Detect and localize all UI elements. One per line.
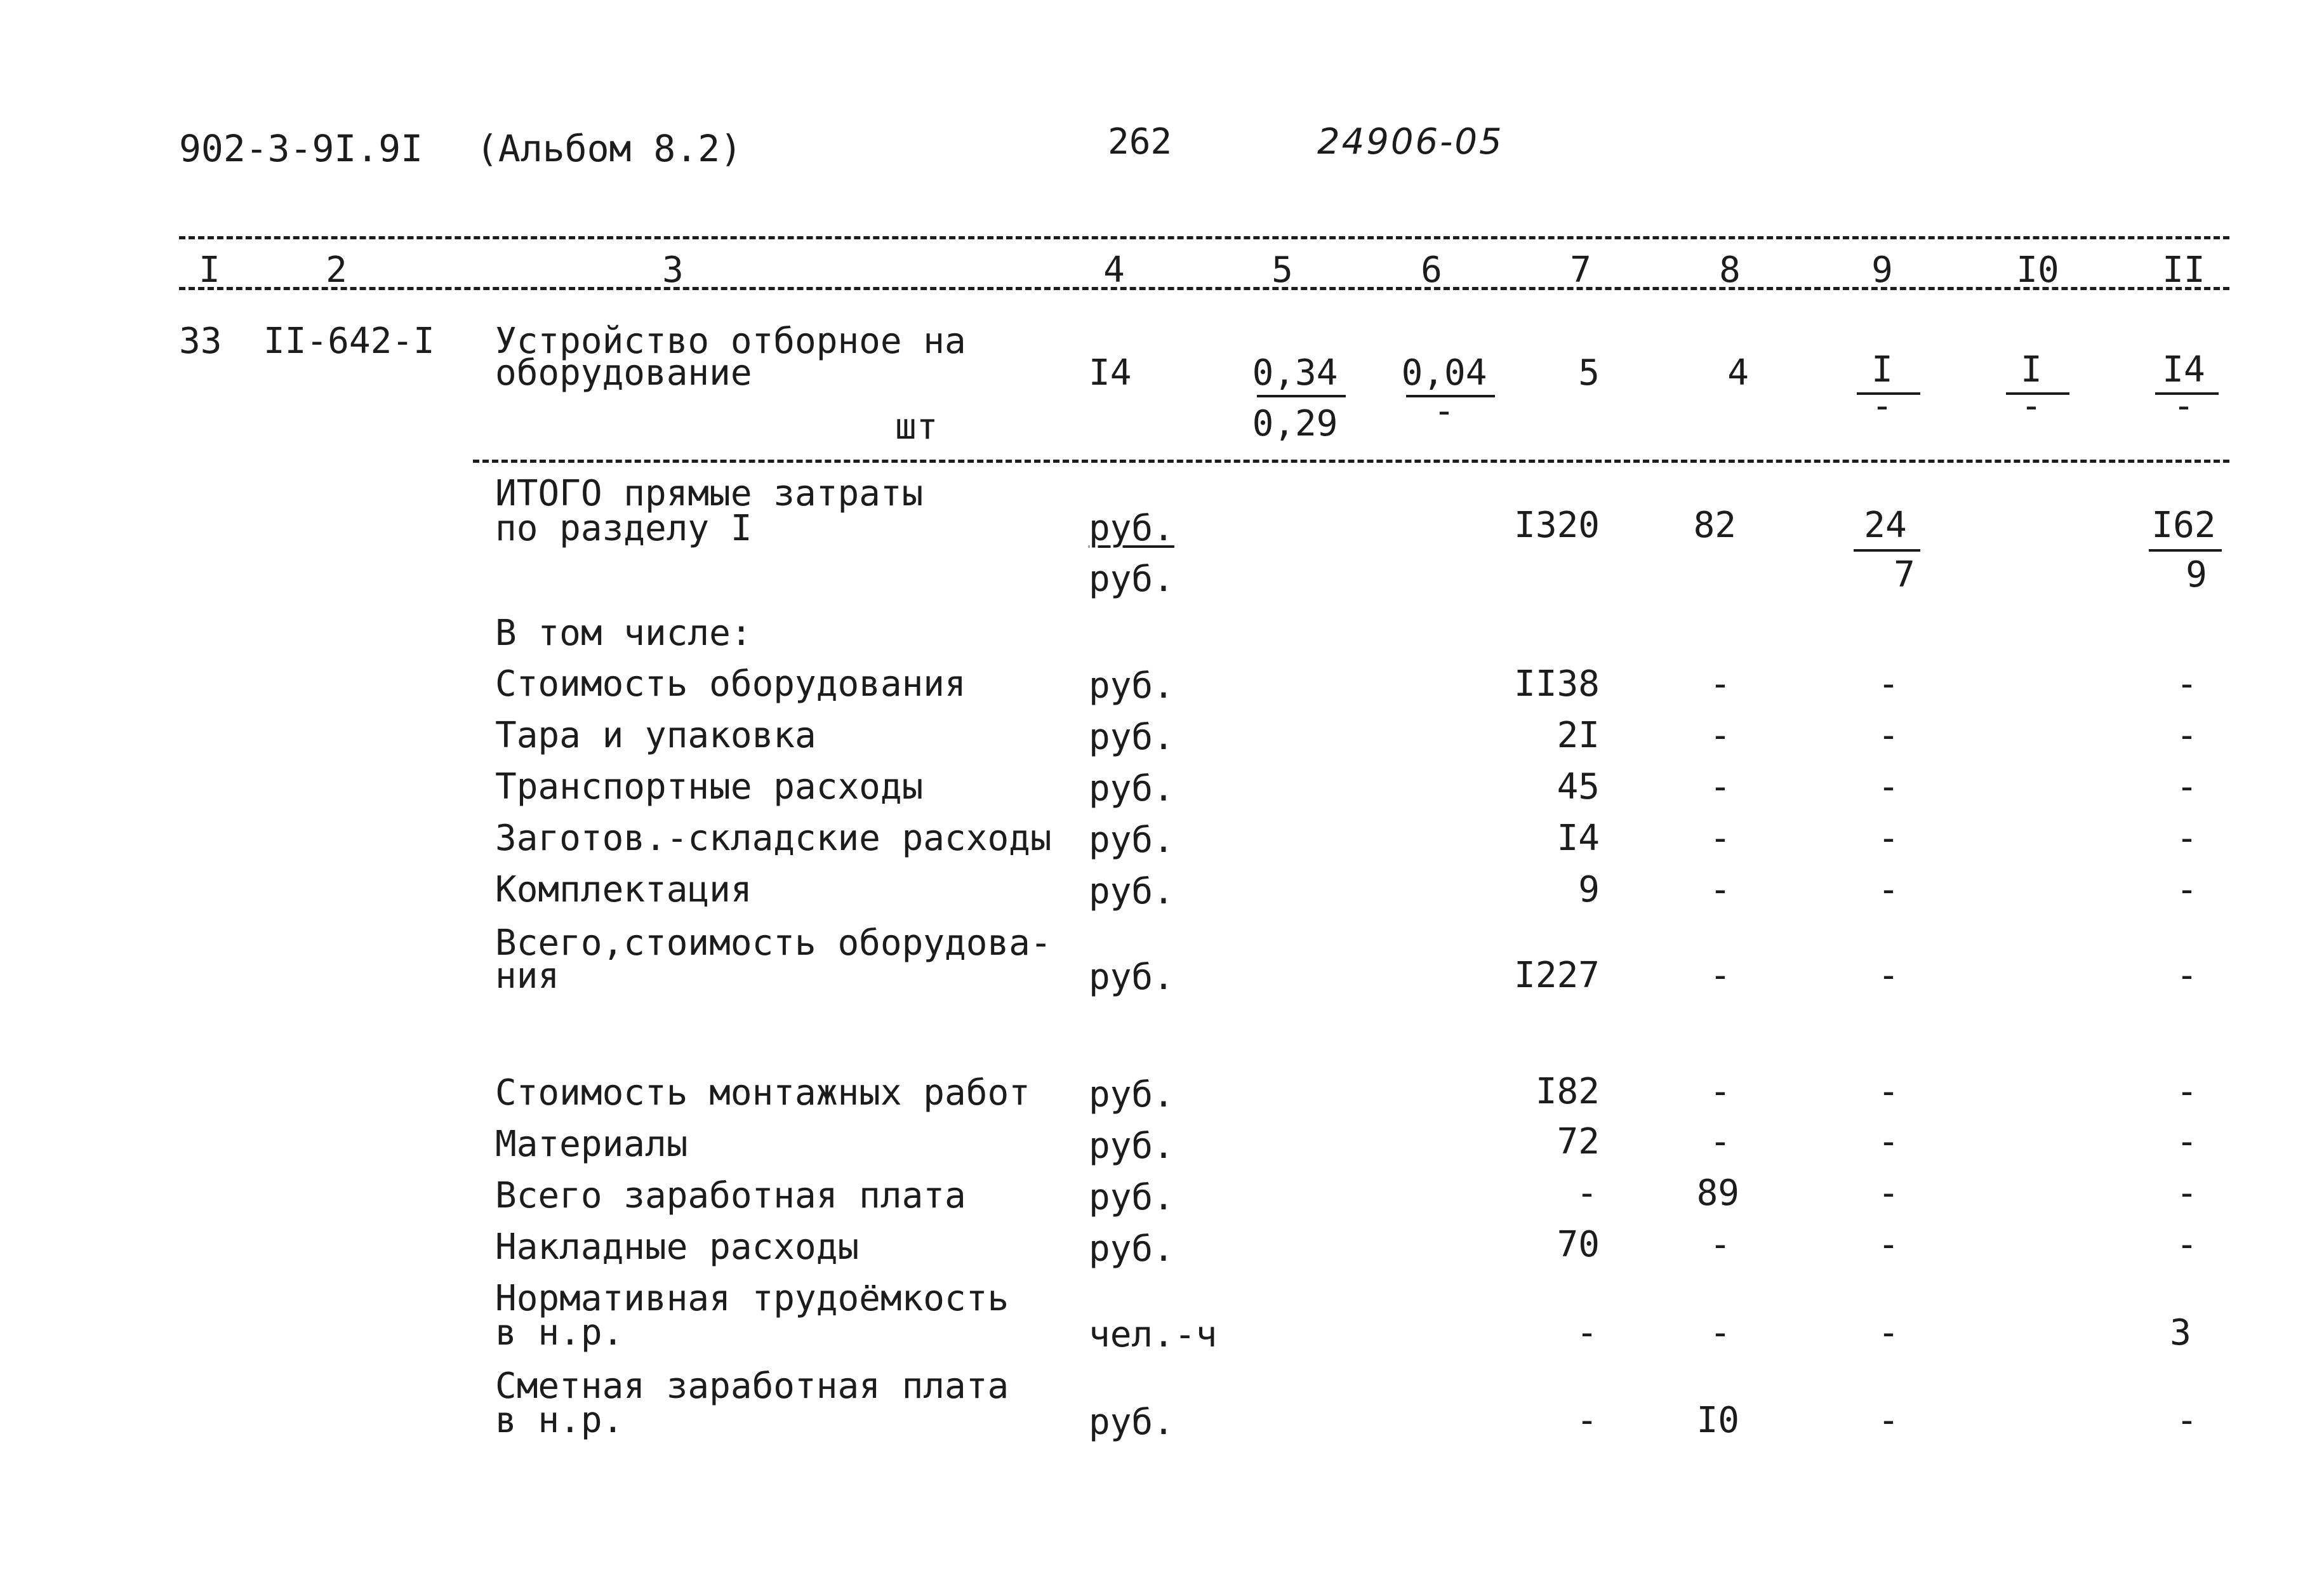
row-col7: - — [1576, 1312, 1598, 1353]
row-unit: руб. — [1089, 820, 1174, 861]
col5-value-bottom: 0,29 — [1252, 403, 1338, 444]
row-col11: - — [2176, 715, 2198, 756]
row-col8: I0 — [1696, 1400, 1739, 1441]
column-number: 6 — [1421, 249, 1442, 291]
row-col11: - — [2176, 663, 2198, 705]
col11-value-top: I4 — [2162, 349, 2205, 390]
row-col8: - — [1710, 1224, 1731, 1265]
row-col7: 70 — [1557, 1224, 1600, 1265]
col10-value-bottom: - — [2021, 385, 2042, 427]
row-label: Тара и упаковка — [495, 715, 816, 756]
row-col9: - — [1878, 1312, 1899, 1353]
column-number: I — [199, 249, 220, 291]
row-col8: - — [1710, 663, 1731, 705]
total-col7: I320 — [1514, 505, 1600, 546]
column-number: II — [2162, 249, 2205, 291]
row-label: Сметная заработная плата — [495, 1366, 1009, 1407]
total-unit-second: руб. — [1089, 559, 1174, 600]
album-label: (Альбом 8.2) — [476, 127, 743, 170]
handwritten-stamp: 24906-05 — [1317, 121, 1504, 163]
row-col8: 89 — [1696, 1173, 1739, 1214]
total-col9-top: 24 — [1864, 505, 1907, 546]
total-label: ИТОГО прямые затраты — [495, 473, 924, 514]
document-code: 902-3-9I.9I — [179, 127, 423, 170]
row-col9: - — [1878, 715, 1899, 756]
row-unit: руб. — [1089, 768, 1174, 809]
item-code: II-642-I — [263, 321, 435, 362]
row-col8: - — [1710, 955, 1731, 996]
row-col9: - — [1878, 955, 1899, 996]
fraction-line — [1854, 549, 1920, 552]
row-col9: - — [1878, 766, 1899, 807]
column-number: 3 — [662, 249, 684, 291]
total-col11-top: I62 — [2151, 505, 2216, 546]
row-col11: - — [2176, 1400, 2198, 1441]
col11-value-bottom: - — [2173, 385, 2195, 427]
total-col8: 82 — [1693, 505, 1736, 546]
column-number: 7 — [1570, 249, 1591, 291]
row-col7: - — [1576, 1173, 1598, 1214]
row-label-continued: в н.р. — [495, 1312, 624, 1353]
col7-value: 5 — [1578, 352, 1600, 394]
row-unit: руб. — [1089, 871, 1174, 912]
row-col7: 45 — [1557, 766, 1600, 807]
row-col7: I4 — [1557, 818, 1600, 859]
item-number: 33 — [179, 321, 222, 362]
col10-value-top: I — [2021, 349, 2042, 390]
total-col11-bottom: 9 — [2186, 554, 2207, 595]
row-col11: - — [2176, 1121, 2198, 1162]
row-label-continued: ния — [495, 955, 560, 997]
row-col8: - — [1710, 715, 1731, 756]
section-divider-rule — [473, 460, 2229, 463]
row-col9: - — [1878, 1173, 1899, 1214]
row-col7: I82 — [1535, 1071, 1600, 1112]
col9-value-bottom: - — [1871, 385, 1893, 427]
total-label-continued: по разделу I — [495, 508, 752, 549]
row-unit: руб. — [1089, 1177, 1174, 1218]
row-col7: 2I — [1557, 715, 1600, 756]
header-bottom-rule — [179, 287, 2229, 290]
row-label: Материалы — [495, 1124, 688, 1165]
row-col9: - — [1878, 1400, 1899, 1441]
row-col9: - — [1878, 818, 1899, 859]
row-col7: I227 — [1514, 955, 1600, 996]
row-col9: - — [1878, 1071, 1899, 1112]
column-number: 4 — [1103, 249, 1125, 291]
row-col11: 3 — [2170, 1312, 2191, 1353]
item-name: Устройство отборное на — [495, 321, 966, 362]
item-unit: шт — [895, 406, 938, 448]
row-col11: - — [2176, 869, 2198, 910]
row-col9: - — [1878, 1121, 1899, 1162]
row-unit: чел.-ч — [1089, 1314, 1218, 1355]
col8-value: 4 — [1727, 352, 1749, 394]
col5-value-top: 0,34 — [1252, 352, 1338, 394]
row-label: Всего,стоимость оборудова- — [495, 922, 1052, 964]
row-col11: - — [2176, 766, 2198, 807]
row-col8: - — [1710, 1121, 1731, 1162]
page-number: 262 — [1108, 121, 1172, 163]
col6-value-bottom: - — [1433, 390, 1455, 432]
row-label: Накладные расходы — [495, 1226, 860, 1268]
row-label: Стоимость оборудования — [495, 663, 966, 705]
row-col7: 9 — [1578, 869, 1600, 910]
item-name-continued: оборудование — [495, 352, 752, 394]
row-col9: - — [1878, 663, 1899, 705]
column-number: 5 — [1272, 249, 1293, 291]
row-col7: - — [1576, 1400, 1598, 1441]
row-label: Транспортные расходы — [495, 766, 924, 807]
column-number: 2 — [326, 249, 347, 291]
row-label: Комплектация — [495, 869, 752, 910]
row-col9: - — [1878, 1224, 1899, 1265]
row-label: Всего заработная плата — [495, 1175, 966, 1216]
header-top-rule — [179, 236, 2229, 239]
row-col8: - — [1710, 766, 1731, 807]
row-col9: - — [1878, 869, 1899, 910]
row-col7: 72 — [1557, 1121, 1600, 1162]
row-unit: руб. — [1089, 1074, 1174, 1115]
row-col8: - — [1710, 1312, 1731, 1353]
row-col8: - — [1710, 1071, 1731, 1112]
col9-value-top: I — [1871, 349, 1893, 390]
total-unit: руб. — [1089, 508, 1174, 549]
row-label: Стоимость монтажных работ — [495, 1072, 1030, 1113]
row-col11: - — [2176, 1173, 2198, 1214]
row-col11: - — [2176, 955, 2198, 996]
row-unit: руб. — [1089, 957, 1174, 998]
row-label: Заготов.-складские расходы — [495, 818, 1052, 859]
row-col8: - — [1710, 818, 1731, 859]
total-col9-bottom: 7 — [1894, 554, 1915, 595]
row-unit: руб. — [1089, 1402, 1174, 1443]
column-number: I0 — [2016, 249, 2059, 291]
fraction-line — [2149, 549, 2222, 552]
column-number: 8 — [1719, 249, 1741, 291]
row-unit: руб. — [1089, 1126, 1174, 1167]
row-col11: - — [2176, 818, 2198, 859]
row-col7: II38 — [1514, 663, 1600, 705]
row-unit: руб. — [1089, 1228, 1174, 1270]
fraction-line — [1257, 395, 1346, 397]
column-number: 9 — [1871, 249, 1893, 291]
row-col8: - — [1710, 869, 1731, 910]
row-label: Нормативная трудоёмкость — [495, 1278, 1009, 1319]
including-label: В том числе: — [495, 613, 752, 654]
row-label-continued: в н.р. — [495, 1400, 624, 1441]
row-unit: руб. — [1089, 665, 1174, 707]
row-col11: - — [2176, 1224, 2198, 1265]
col6-value-top: 0,04 — [1401, 352, 1487, 394]
item-quantity: I4 — [1089, 352, 1132, 394]
row-col11: - — [2176, 1071, 2198, 1112]
row-unit: руб. — [1089, 717, 1174, 758]
